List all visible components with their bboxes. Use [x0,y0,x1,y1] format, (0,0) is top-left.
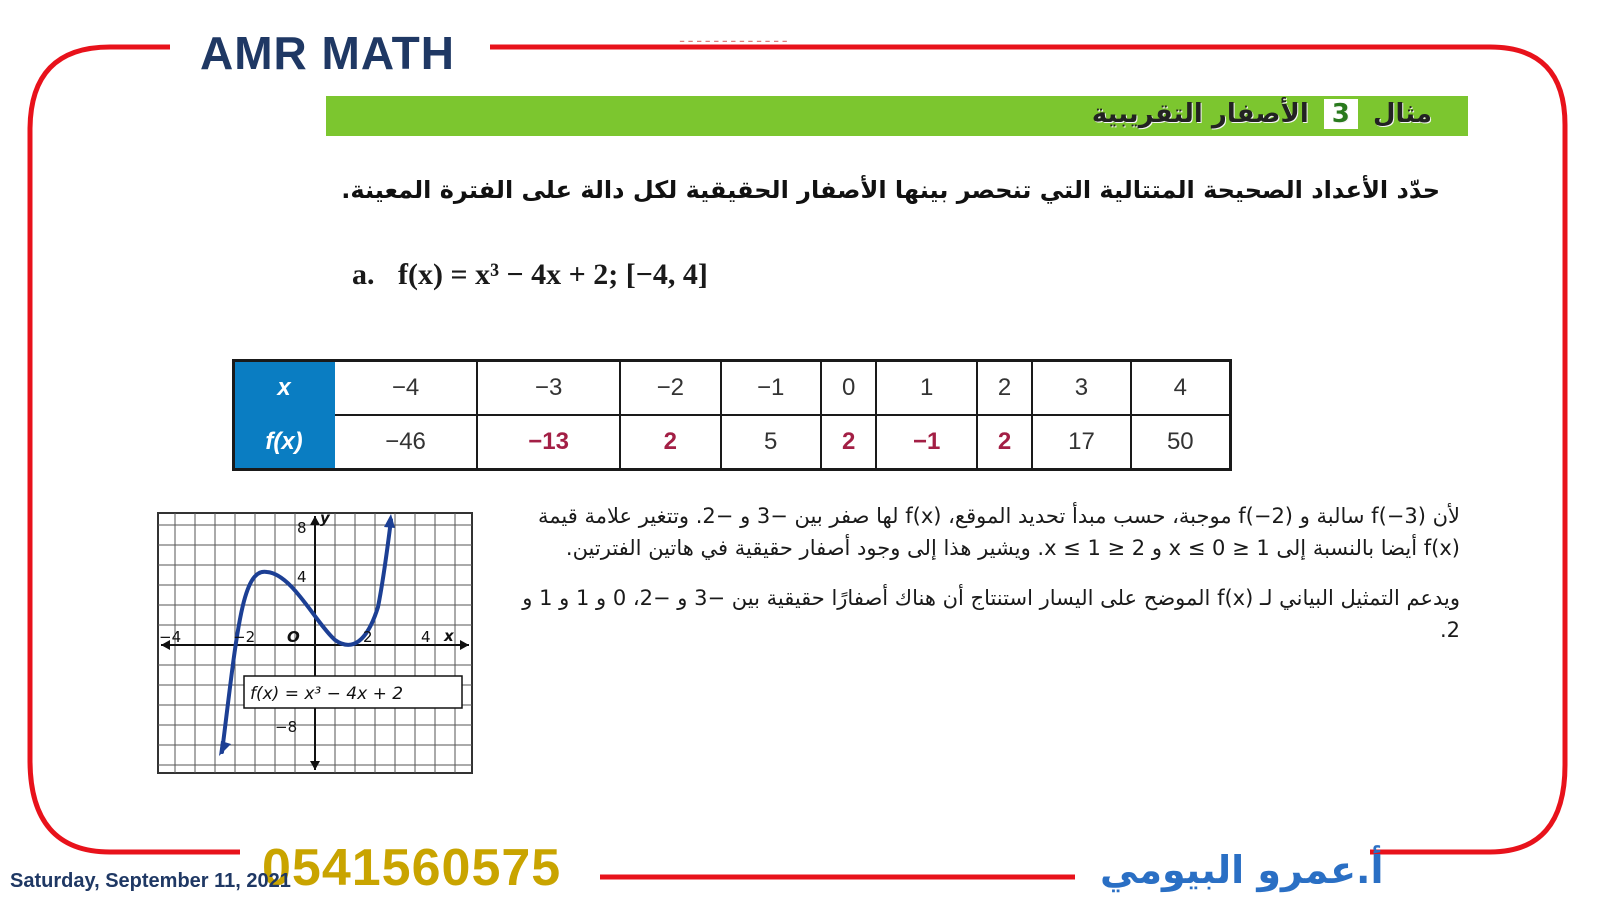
explanation-paragraph-1: لأن f(−3) سالبة و f(−2) موجبة، حسب مبدأ تحديد الموقع، f(x) لها صفر بين −3 و −2. وتتغير علامة قيمة f(x) أيضا بالنسبة إلى 1 ≤ x ≤ 0 و 2 ≤ x ≤ 1. ويشير هذا إلى وجود أصفار حقيقية في هاتين الفترتين. [538,504,1460,560]
teacher-name: أ.عمرو البيومي [1100,848,1384,892]
x-axis-label: x [444,627,454,645]
table-cell: 50 [1131,415,1231,470]
table-cell: −1 [721,361,821,416]
brand-title: AMR MATH [200,27,455,79]
table-cell: 2 [977,415,1033,470]
part-label: a. [352,258,375,291]
part-function: f(x) = x³ − 4x + 2; [−4, 4] [398,258,708,291]
tick-label: 2 [363,628,373,646]
table-cell: −3 [477,361,620,416]
tick-label: −8 [275,718,298,736]
table-cell: −2 [620,361,720,416]
y-axis-label: y [320,512,330,527]
date-label: Saturday, September 11, 2021 [10,870,291,892]
values-table [232,359,1232,471]
table-cell: 1 [876,361,976,416]
table-cell: 4 [1131,361,1231,416]
table-cell: −46 [334,415,477,470]
table-cell: 3 [1032,361,1130,416]
table-row-x [234,361,1231,416]
table-cell: 0 [821,361,877,416]
table-cell: −13 [477,415,620,470]
example-word: مثال [1372,99,1432,129]
table-cell: 17 [1032,415,1130,470]
top-faint-text: ـ ـ ـ ـ ـ ـ ـ ـ ـ ـ ـ ـ ـ [680,30,787,46]
table-cell: −1 [876,415,976,470]
tick-label: 8 [297,519,307,537]
table-cell: 2 [977,361,1033,416]
example-banner [326,96,1468,136]
table-cell: 5 [721,415,821,470]
origin-label: O [287,628,300,646]
table-cell: −4 [334,361,477,416]
explanation-paragraph-2: ويدعم التمثيل البياني لـ f(x) الموضح على اليسار استنتاج أن هناك أصفارًا حقيقية بين −3 و −2، 0 و 1 و 1 و 2. [522,586,1460,642]
table-row-fx [234,415,1231,470]
row-label-fx: f(x) [234,415,335,470]
tick-label: −2 [233,628,256,646]
row-label-x: x [234,361,335,416]
table-cell: 2 [620,415,720,470]
banner-text [1092,99,1432,129]
tick-label: 4 [297,568,307,586]
example-number: 3 [1324,99,1358,129]
explanation [500,500,1460,664]
function-graph [157,512,473,774]
tick-label: −4 [159,628,182,646]
instruction-text: حدّد الأعداد الصحيحة المتتالية التي تنحصر بينها الأصفار الحقيقية لكل دالة على الفترة المعينة. [341,176,1440,204]
tick-label: 4 [421,628,431,646]
curve-label: f(x) = x³ − 4x + 2 [250,684,404,704]
phone-number: 0541560575 [262,839,562,897]
table-cell: 2 [821,415,877,470]
banner-title: الأصفار التقريبية [1091,99,1309,129]
